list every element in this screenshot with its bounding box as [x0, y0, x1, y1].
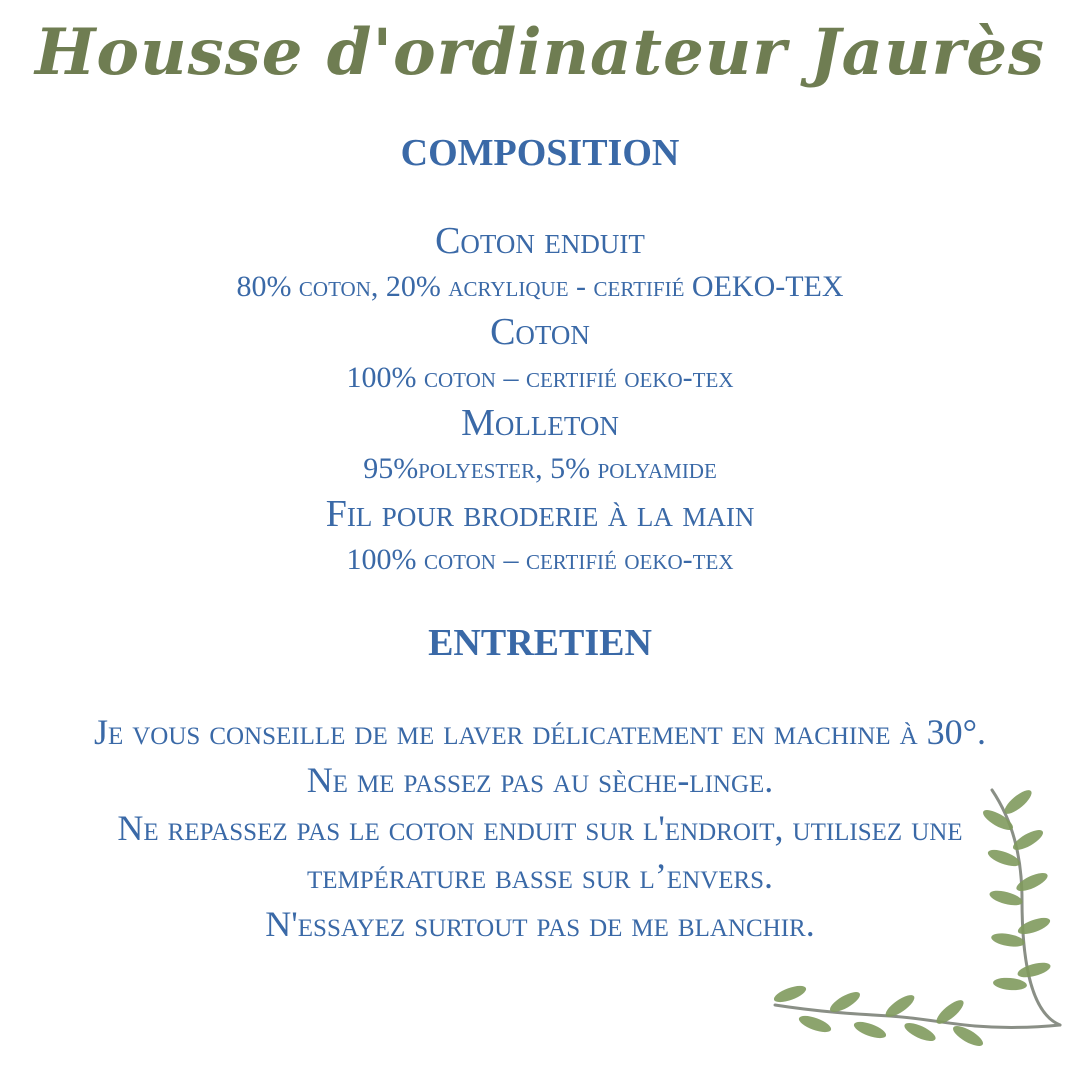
- care-instruction: N'essayez surtout pas de me blanchir.: [265, 904, 815, 944]
- care-heading: ENTRETIEN: [428, 622, 652, 664]
- material-item: [0, 400, 1080, 491]
- olive-leaf: [772, 983, 808, 1006]
- olive-leaf: [1001, 786, 1035, 817]
- composition-heading: COMPOSITION: [400, 132, 680, 174]
- material-name: Fil pour broderie à la main: [325, 493, 755, 535]
- material-detail: 100% coton – certifié oeko-tex: [346, 543, 734, 576]
- material-item: [0, 491, 1080, 582]
- olive-branch-icon: [760, 780, 1070, 1070]
- olive-leaf: [852, 1019, 888, 1042]
- material-detail: 95%polyester, 5% polyamide: [363, 452, 717, 485]
- olive-leaf: [902, 1019, 938, 1044]
- material-name: Molleton: [461, 402, 619, 444]
- olive-leaf: [990, 931, 1026, 949]
- material-item: [0, 309, 1080, 400]
- olive-leaf: [797, 1013, 833, 1036]
- product-title: Housse d'ordinateur Jaurès: [34, 15, 1046, 90]
- care-instruction: Ne repassez pas le coton enduit sur l'endroit, utilisez une température basse sur l’envers.: [117, 808, 963, 896]
- olive-leaf: [988, 888, 1024, 908]
- material-item: [0, 218, 1080, 309]
- material-detail: 80% coton, 20% acrylique - certifié OEKO-TEX: [236, 270, 844, 303]
- material-list: [0, 218, 1080, 582]
- material-name: Coton: [490, 311, 590, 353]
- material-name: Coton enduit: [435, 220, 645, 262]
- care-instruction: Je vous conseille de me laver délicatement en machine à 30°.: [93, 712, 987, 752]
- olive-leaf: [1016, 960, 1052, 980]
- care-instruction: Ne me passez pas au sèche-linge.: [306, 760, 774, 800]
- olive-leaf: [993, 977, 1028, 992]
- material-detail: 100% coton – certifié oeko-tex: [346, 361, 734, 394]
